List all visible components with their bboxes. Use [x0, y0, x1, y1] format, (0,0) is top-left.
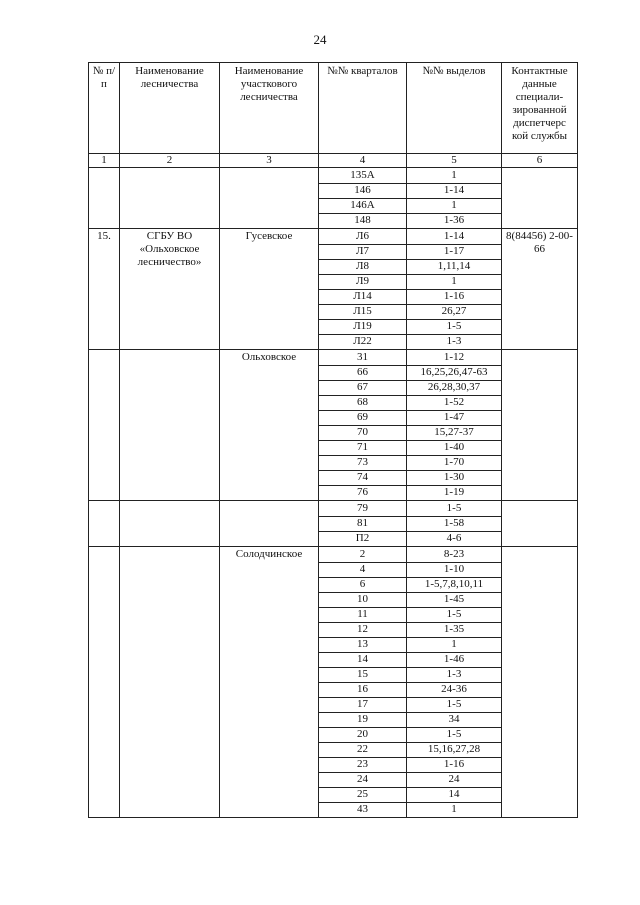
plot-cell: 1-5 — [407, 608, 502, 623]
quarter-cell: Л22 — [319, 335, 407, 350]
table-body — [89, 168, 578, 818]
plot-cell: 1-12 — [407, 350, 502, 366]
plot-cell: 1-5 — [407, 728, 502, 743]
header-cell-forestry: Наименование лесничества — [120, 63, 220, 154]
quarter-cell: 135А — [319, 168, 407, 184]
table-row — [89, 350, 578, 366]
plot-cell: 1-5,7,8,10,11 — [407, 578, 502, 593]
quarter-cell: 2 — [319, 547, 407, 563]
header-cell-local-forestry: Наименование участкового лесничества — [220, 63, 319, 154]
plot-cell: 1-10 — [407, 563, 502, 578]
plot-cell: 1-70 — [407, 456, 502, 471]
plot-cell: 1 — [407, 168, 502, 184]
quarter-cell: 24 — [319, 773, 407, 788]
contact-cell — [502, 350, 578, 501]
local-forestry-cell: Солодчинское — [220, 547, 319, 818]
quarter-cell: 81 — [319, 517, 407, 532]
quarter-cell: 146 — [319, 184, 407, 199]
page-number: 24 — [313, 32, 327, 47]
quarter-cell: 66 — [319, 366, 407, 381]
quarter-cell: 73 — [319, 456, 407, 471]
plot-cell: 4-6 — [407, 532, 502, 547]
quarter-cell: 25 — [319, 788, 407, 803]
row-number-cell — [89, 547, 120, 818]
plot-cell: 1 — [407, 199, 502, 214]
quarter-cell: 70 — [319, 426, 407, 441]
plot-cell: 14 — [407, 788, 502, 803]
contact-cell: 8(84456) 2-00-66 — [502, 229, 578, 350]
column-number-row — [89, 154, 578, 168]
quarter-cell: П2 — [319, 532, 407, 547]
quarter-cell: 11 — [319, 608, 407, 623]
quarter-cell: 69 — [319, 411, 407, 426]
column-number: 6 — [502, 154, 578, 168]
table-row — [89, 547, 578, 563]
forestry-name-cell — [120, 547, 220, 818]
quarter-cell: 43 — [319, 803, 407, 818]
plot-cell: 1-5 — [407, 501, 502, 517]
quarter-cell: Л6 — [319, 229, 407, 245]
local-forestry-cell: Гусевское — [220, 229, 319, 350]
quarter-cell: 4 — [319, 563, 407, 578]
table-row — [89, 168, 578, 184]
quarter-cell: 20 — [319, 728, 407, 743]
plot-cell: 1-16 — [407, 758, 502, 773]
row-number-cell — [89, 168, 120, 229]
quarter-cell: 68 — [319, 396, 407, 411]
plot-cell: 1-14 — [407, 229, 502, 245]
quarter-cell: Л9 — [319, 275, 407, 290]
header-cell-num: № п/п — [89, 63, 120, 154]
plot-cell: 1-16 — [407, 290, 502, 305]
plot-cell: 1-35 — [407, 623, 502, 638]
table-row — [89, 501, 578, 517]
plot-cell: 24-36 — [407, 683, 502, 698]
quarter-cell: Л19 — [319, 320, 407, 335]
plot-cell: 1 — [407, 275, 502, 290]
quarter-cell: Л7 — [319, 245, 407, 260]
plot-cell: 1 — [407, 638, 502, 653]
plot-cell: 1-3 — [407, 335, 502, 350]
quarter-cell: 71 — [319, 441, 407, 456]
plot-cell: 1-3 — [407, 668, 502, 683]
plot-cell: 26,28,30,37 — [407, 381, 502, 396]
quarter-cell: 16 — [319, 683, 407, 698]
quarter-cell: 79 — [319, 501, 407, 517]
contact-cell — [502, 501, 578, 547]
header-cell-plots: №№ выделов — [407, 63, 502, 154]
plot-cell: 1-36 — [407, 214, 502, 229]
column-number: 4 — [319, 154, 407, 168]
quarter-cell: 76 — [319, 486, 407, 501]
plot-cell: 34 — [407, 713, 502, 728]
row-number-cell — [89, 350, 120, 501]
quarter-cell: 17 — [319, 698, 407, 713]
quarter-cell: Л8 — [319, 260, 407, 275]
column-number: 5 — [407, 154, 502, 168]
plot-cell: 1 — [407, 803, 502, 818]
column-number: 3 — [220, 154, 319, 168]
local-forestry-cell — [220, 168, 319, 229]
header-row — [89, 63, 578, 154]
quarter-cell: 14 — [319, 653, 407, 668]
plot-cell: 1-58 — [407, 517, 502, 532]
plot-cell: 8-23 — [407, 547, 502, 563]
quarter-cell: 146А — [319, 199, 407, 214]
quarter-cell: 31 — [319, 350, 407, 366]
plot-cell: 1-30 — [407, 471, 502, 486]
plot-cell: 1-14 — [407, 184, 502, 199]
quarter-cell: 148 — [319, 214, 407, 229]
forestry-table — [88, 62, 578, 818]
column-number: 2 — [120, 154, 220, 168]
plot-cell: 16,25,26,47-63 — [407, 366, 502, 381]
quarter-cell: 6 — [319, 578, 407, 593]
forestry-name-cell: СГБУ ВО «Ольховское лесничество» — [120, 229, 220, 350]
forestry-name-cell — [120, 168, 220, 229]
quarter-cell: Л15 — [319, 305, 407, 320]
contact-cell — [502, 168, 578, 229]
quarter-cell: 67 — [319, 381, 407, 396]
local-forestry-cell: Ольховское — [220, 350, 319, 501]
plot-cell: 1-19 — [407, 486, 502, 501]
plot-cell: 1-5 — [407, 320, 502, 335]
plot-cell: 1-46 — [407, 653, 502, 668]
local-forestry-cell — [220, 501, 319, 547]
quarter-cell: 12 — [319, 623, 407, 638]
plot-cell: 1-45 — [407, 593, 502, 608]
header-cell-contact: Контактные данные специали-зированной диспетчерс кой службы — [502, 63, 578, 154]
row-number-cell: 15. — [89, 229, 120, 350]
forestry-name-cell — [120, 501, 220, 547]
contact-cell — [502, 547, 578, 818]
forestry-name-cell — [120, 350, 220, 501]
column-number: 1 — [89, 154, 120, 168]
table-row — [89, 229, 578, 245]
plot-cell: 1-47 — [407, 411, 502, 426]
quarter-cell: 19 — [319, 713, 407, 728]
quarter-cell: 13 — [319, 638, 407, 653]
quarter-cell: 15 — [319, 668, 407, 683]
plot-cell: 1-17 — [407, 245, 502, 260]
quarter-cell: 74 — [319, 471, 407, 486]
plot-cell: 1-5 — [407, 698, 502, 713]
plot-cell: 15,27-37 — [407, 426, 502, 441]
quarter-cell: 22 — [319, 743, 407, 758]
plot-cell: 26,27 — [407, 305, 502, 320]
plot-cell: 15,16,27,28 — [407, 743, 502, 758]
quarter-cell: Л14 — [319, 290, 407, 305]
header-cell-quarters: №№ кварталов — [319, 63, 407, 154]
plot-cell: 1-52 — [407, 396, 502, 411]
quarter-cell: 10 — [319, 593, 407, 608]
plot-cell: 1-40 — [407, 441, 502, 456]
plot-cell: 1,11,14 — [407, 260, 502, 275]
row-number-cell — [89, 501, 120, 547]
plot-cell: 24 — [407, 773, 502, 788]
quarter-cell: 23 — [319, 758, 407, 773]
